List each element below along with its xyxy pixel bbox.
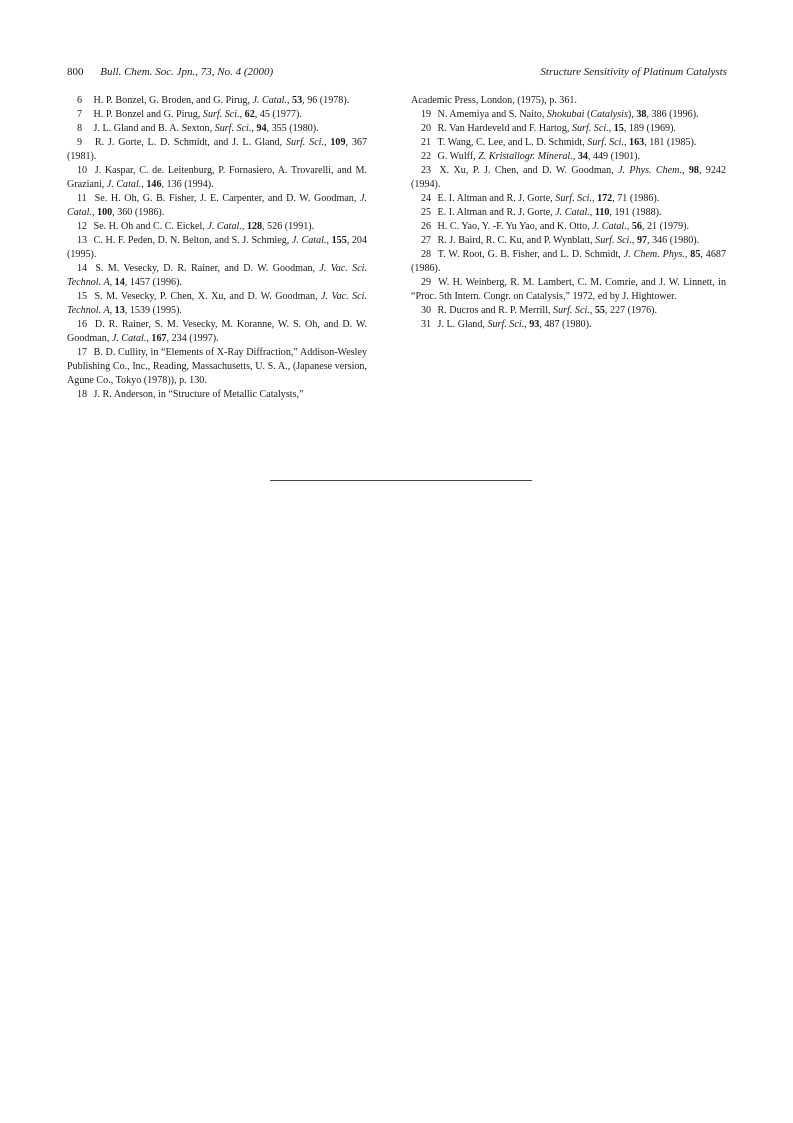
reference-text: J. Kaspar, C. de. Leitenburg, P. Fornasiero, A. Trovarelli, and M. Graziani, J. Catal., 146, 136 (1994). <box>67 165 367 190</box>
reference-entry <box>67 346 367 388</box>
reference-number: 16 <box>77 319 88 330</box>
end-rule <box>270 480 532 481</box>
reference-text: Academic Press, London, (1975), p. 361. <box>411 95 577 106</box>
reference-number: 10 <box>77 165 88 176</box>
reference-number: 22 <box>421 151 432 162</box>
reference-entry <box>411 192 726 206</box>
reference-number: 27 <box>421 235 432 246</box>
reference-number: 15 <box>77 291 88 302</box>
reference-entry <box>67 262 367 290</box>
reference-number: 17 <box>77 347 88 358</box>
reference-number: 7 <box>77 109 83 120</box>
reference-number: 13 <box>77 235 88 246</box>
reference-entry <box>67 220 367 234</box>
reference-entry <box>67 108 367 122</box>
reference-text: S. M. Vesecky, D. R. Rainer, and D. W. Goodman, J. Vac. Sci. Technol. A, 14, 1457 (1996). <box>67 263 367 288</box>
reference-entry <box>67 94 367 108</box>
reference-text: H. P. Bonzel and G. Pirug, Surf. Sci., 62, 45 (1977). <box>93 109 302 120</box>
running-title: Structure Sensitivity of Platinum Catalysts <box>540 66 727 78</box>
reference-entry <box>67 290 367 318</box>
reference-entry <box>411 318 726 332</box>
reference-text: N. Amemiya and S. Naito, Shokubai (Catalysis), 38, 386 (1996). <box>437 109 699 120</box>
reference-text: Se. H. Oh and C. C. Eickel, J. Catal., 128, 526 (1991). <box>93 221 315 232</box>
reference-entry <box>67 164 367 192</box>
reference-entry <box>411 248 726 276</box>
reference-entry <box>411 122 726 136</box>
reference-entry <box>411 150 726 164</box>
reference-number: 18 <box>77 389 88 400</box>
reference-continuation <box>411 94 726 108</box>
reference-entry <box>67 192 367 220</box>
reference-text: J. L. Gland, Surf. Sci., 93, 487 (1980). <box>437 319 592 330</box>
reference-number: 21 <box>421 137 432 148</box>
references-right-column <box>411 94 726 332</box>
reference-text: R. J. Gorte, L. D. Schmidt, and J. L. Gland, Surf. Sci., 109, 367 (1981). <box>67 137 368 162</box>
reference-text: W. H. Weinberg, R. M. Lambert, C. M. Comrie, and J. W. Linnett, in “Proc. 5th Intern. Congr. on Catalysis,” 1972, ed by J. Hightower. <box>411 277 727 302</box>
journal-citation: Bull. Chem. Soc. Jpn., 73, No. 4 (2000) <box>100 66 274 78</box>
reference-entry <box>411 220 726 234</box>
references-left-column <box>67 94 367 402</box>
reference-number: 25 <box>421 207 432 218</box>
reference-text: T. Wang, C. Lee, and L. D. Schmidt, Surf. Sci., 163, 181 (1985). <box>437 137 697 148</box>
reference-number: 6 <box>77 95 83 106</box>
reference-text: T. W. Root, G. B. Fisher, and L. D. Schmidt, J. Chem. Phys., 85, 4687 (1986). <box>411 249 726 274</box>
reference-text: B. D. Cullity, in “Elements of X-Ray Diffraction,” Addison-Wesley Publishing Co., Inc., Reading, Massachusetts, U. S. A., (Japanese version, Agune Co., Tokyo (1978)), p. 130. <box>67 347 367 386</box>
reference-entry <box>411 136 726 150</box>
reference-text: C. H. F. Peden, D. N. Belton, and S. J. Schmieg, J. Catal., 155, 204 (1995). <box>67 235 367 260</box>
reference-entry <box>67 234 367 262</box>
reference-number: 31 <box>421 319 432 330</box>
reference-number: 30 <box>421 305 432 316</box>
reference-number: 29 <box>421 277 432 288</box>
reference-entry <box>411 234 726 248</box>
reference-entry <box>411 108 726 122</box>
reference-entry <box>411 164 726 192</box>
reference-text: Se. H. Oh, G. B. Fisher, J. E. Carpenter, and D. W. Goodman, J. Catal., 100, 360 (1986). <box>67 193 368 218</box>
reference-entry <box>411 276 726 304</box>
reference-number: 19 <box>421 109 432 120</box>
reference-number: 8 <box>77 123 83 134</box>
reference-number: 14 <box>77 263 88 274</box>
reference-entry <box>67 388 367 402</box>
reference-text: S. M. Vesecky, P. Chen, X. Xu, and D. W. Goodman, J. Vac. Sci. Technol. A, 13, 1539 (1995). <box>67 291 367 316</box>
reference-number: 26 <box>421 221 432 232</box>
reference-text: G. Wulff, Z. Kristallogr. Mineral., 34, 449 (1901). <box>437 151 641 162</box>
reference-number: 9 <box>77 137 83 148</box>
reference-text: E. I. Altman and R. J. Gorte, Surf. Sci., 172, 71 (1986). <box>437 193 660 204</box>
reference-entry <box>67 318 367 346</box>
reference-text: E. I. Altman and R. J. Gorte, J. Catal., 110, 191 (1988). <box>437 207 662 218</box>
page-number: 800 <box>67 66 84 78</box>
running-header <box>67 64 727 80</box>
reference-number: 24 <box>421 193 432 204</box>
reference-text: R. Van Hardeveld and F. Hartog, Surf. Sci., 15, 189 (1969). <box>437 123 676 134</box>
reference-entry <box>67 122 367 136</box>
reference-entry <box>411 304 726 318</box>
reference-number: 11 <box>77 193 87 204</box>
reference-number: 12 <box>77 221 88 232</box>
reference-text: H. P. Bonzel, G. Broden, and G. Pirug, J. Catal., 53, 96 (1978). <box>93 95 350 106</box>
reference-number: 20 <box>421 123 432 134</box>
reference-text: X. Xu, P. J. Chen, and D. W. Goodman, J. Phys. Chem., 98, 9242 (1994). <box>411 165 726 190</box>
reference-number: 23 <box>421 165 432 176</box>
reference-text: D. R. Rainer, S. M. Vesecky, M. Koranne, W. S. Oh, and D. W. Goodman, J. Catal., 167, 234 (1997). <box>67 319 367 344</box>
reference-entry <box>67 136 367 164</box>
reference-text: J. R. Anderson, in “Structure of Metallic Catalysts,” <box>93 389 304 400</box>
reference-entry <box>411 206 726 220</box>
reference-text: H. C. Yao, Y. -F. Yu Yao, and K. Otto, J. Catal., 56, 21 (1979). <box>437 221 690 232</box>
header-left <box>67 64 273 80</box>
reference-text: J. L. Gland and B. A. Sexton, Surf. Sci., 94, 355 (1980). <box>93 123 319 134</box>
reference-text: R. Ducros and R. P. Merrill, Surf. Sci., 55, 227 (1976). <box>437 305 658 316</box>
reference-number: 28 <box>421 249 432 260</box>
reference-text: R. J. Baird, R. C. Ku, and P. Wynblatt, Surf. Sci., 97, 346 (1980). <box>437 235 700 246</box>
